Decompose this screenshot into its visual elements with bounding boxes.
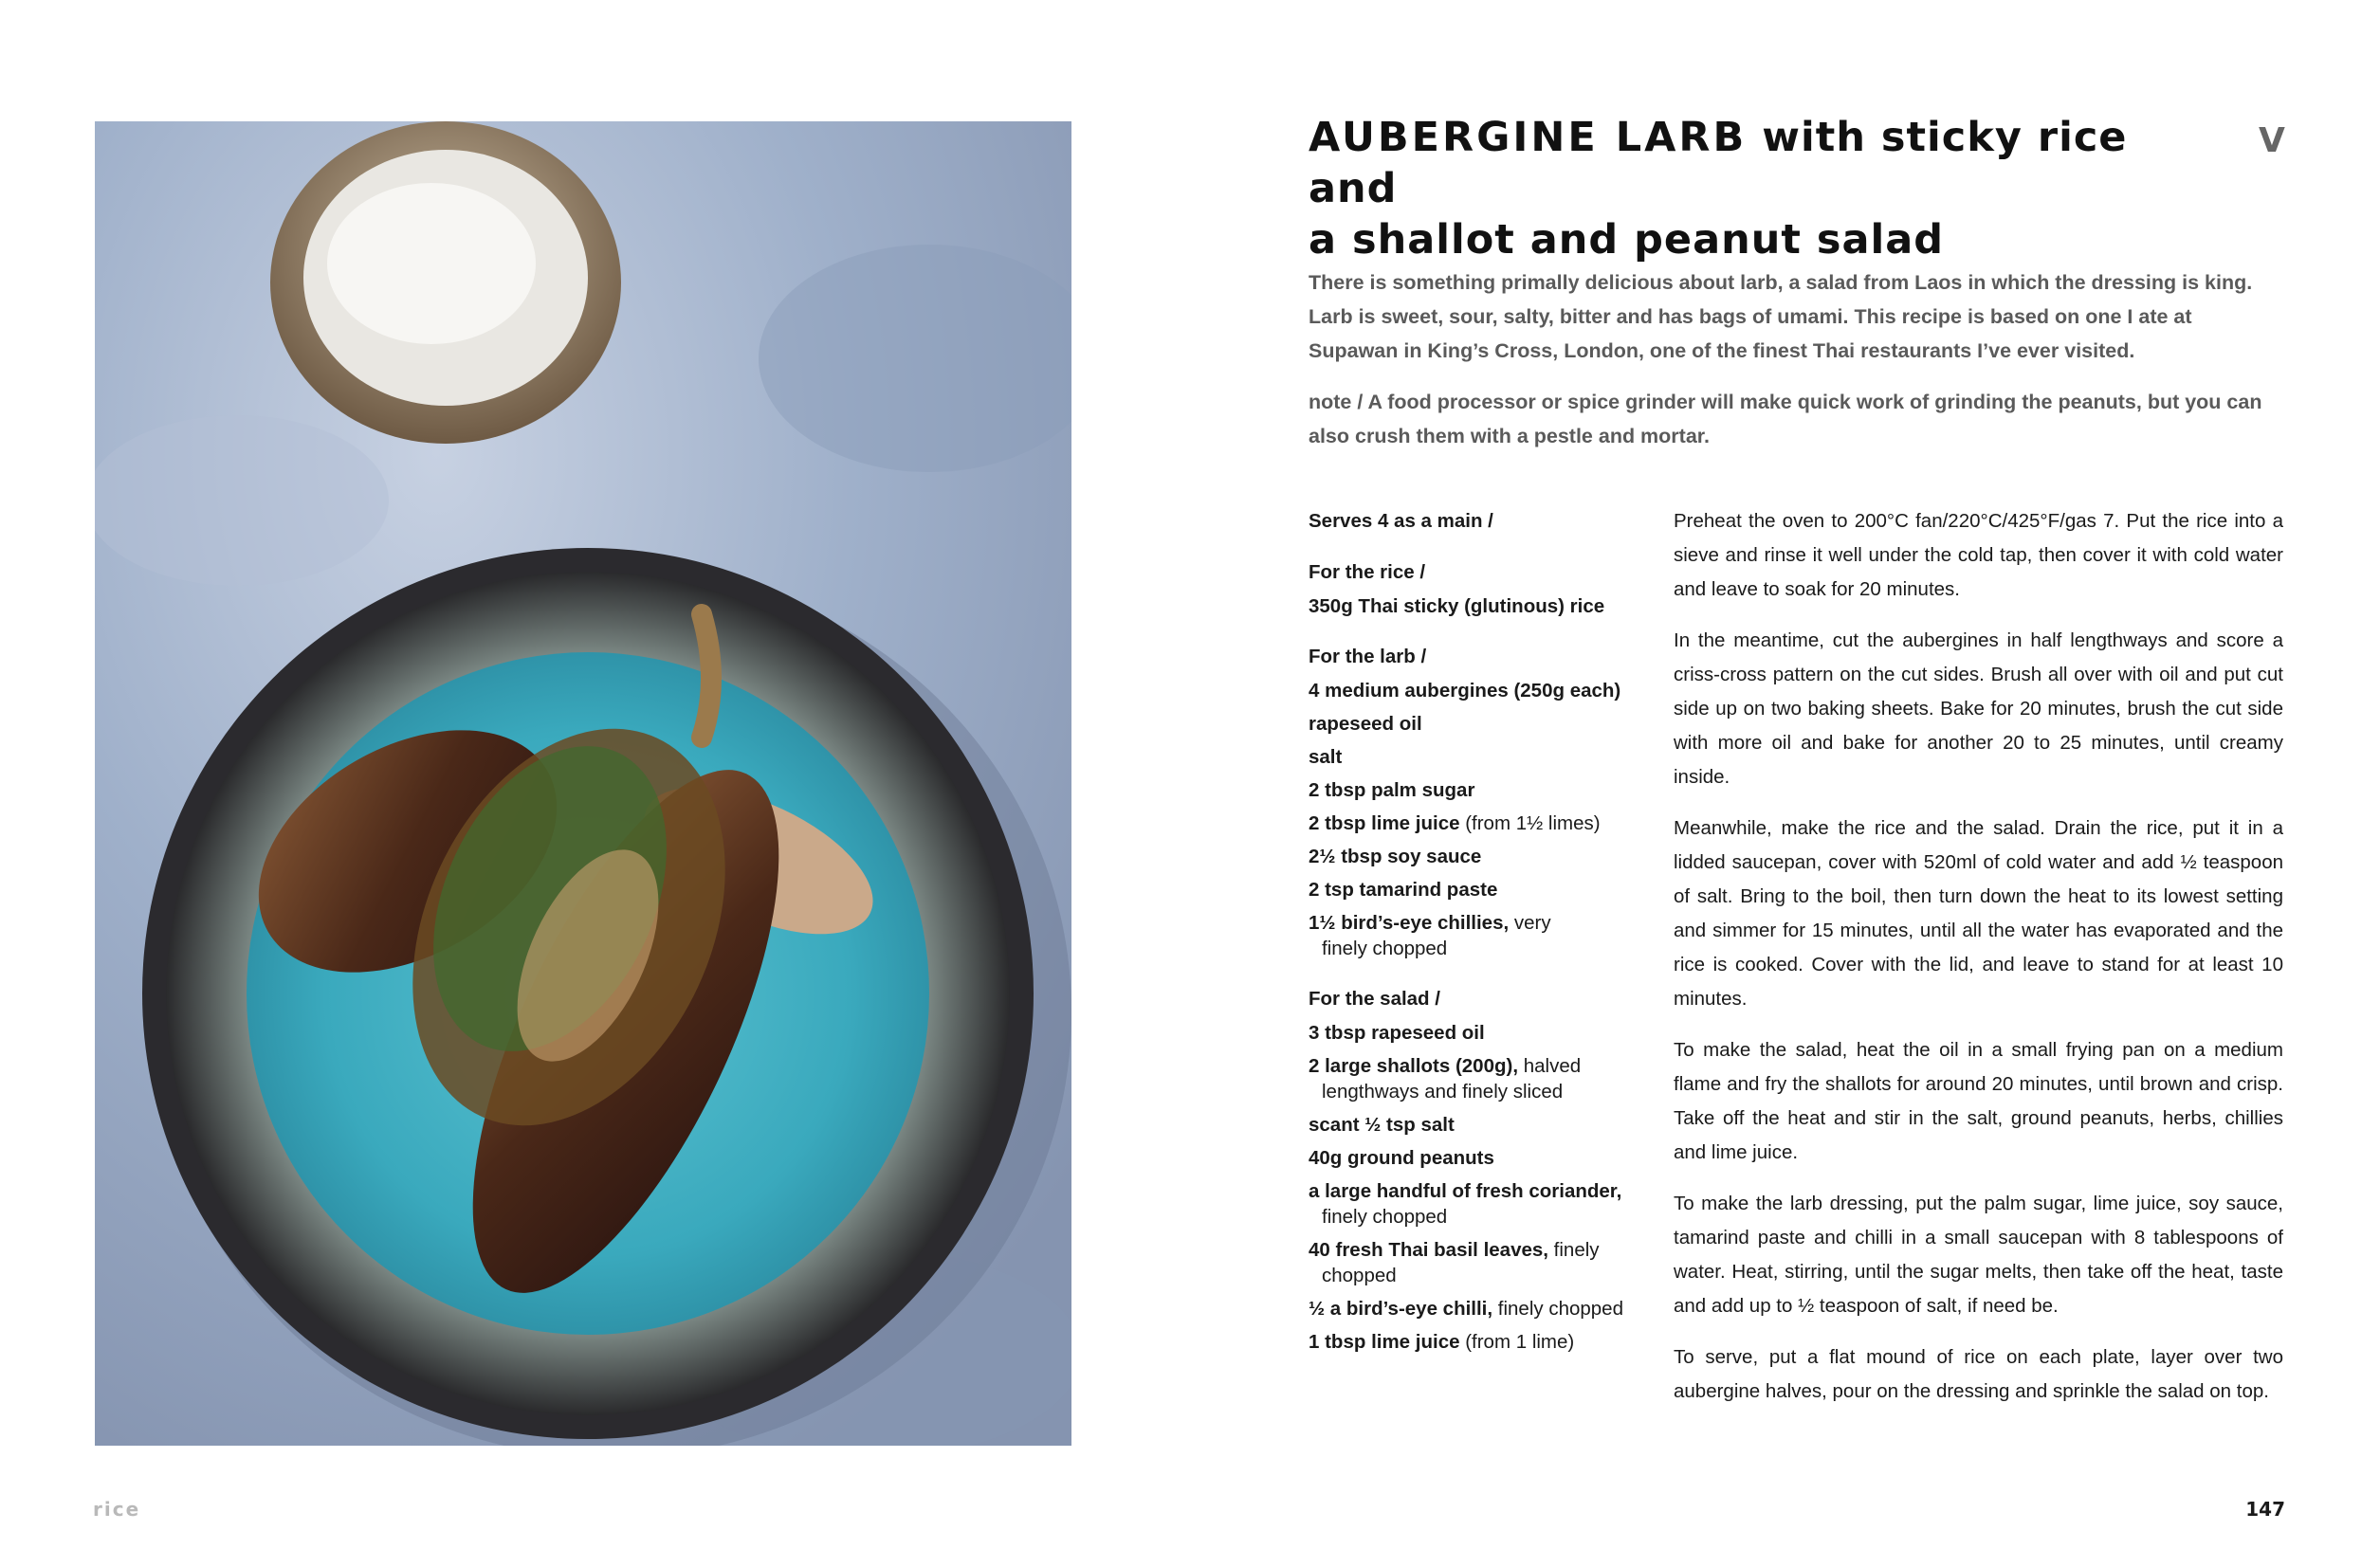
section-name: rice bbox=[93, 1498, 141, 1521]
ingredient-name: 2 tbsp palm sugar bbox=[1309, 779, 1475, 801]
ingredient-name: 40 fresh Thai basil leaves, bbox=[1309, 1239, 1548, 1261]
ingredient-detail: finely bbox=[1547, 1239, 1600, 1261]
ingredient-item bbox=[1309, 1049, 1650, 1108]
recipe-title-caps: AUBERGINE LARB bbox=[1309, 114, 1748, 161]
method-step: To make the salad, heat the oil in a small frying pan on a medium flame and fry the shallots for around 20 minutes, until brown and crisp. Take off the heat and stir in the salt, ground peanuts, herbs, chillies and lime juice. bbox=[1674, 1039, 2283, 1163]
ingredient-item bbox=[1309, 1016, 1650, 1049]
ingredient-item bbox=[1309, 774, 1650, 807]
ingredient-item bbox=[1309, 674, 1650, 707]
ingredient-item bbox=[1309, 1108, 1650, 1141]
recipe-title-line2: a shallot and peanut salad bbox=[1309, 216, 1944, 264]
ingredient-detail: very bbox=[1509, 912, 1551, 934]
vegetarian-mark: V bbox=[2259, 121, 2285, 160]
ingredient-name: ½ a bird’s-eye chilli, bbox=[1309, 1298, 1493, 1320]
ingredient-name: 2 large shallots (200g), bbox=[1309, 1055, 1519, 1077]
photo-illustration bbox=[95, 121, 1071, 1446]
method-steps bbox=[1674, 504, 2283, 1426]
ingredient-item bbox=[1309, 1141, 1650, 1175]
method-step: In the meantime, cut the aubergines in half lengthways and score a criss-cross pattern on the cut sides. Brush all over with oil and put cut side up on two baking sheets. Bake for 20 minutes, brush the cut side with more oil and bake for another 20 to 25 minutes, until creamy inside. bbox=[1674, 629, 2283, 788]
ingredient-detail-continued: lengthways and finely sliced bbox=[1322, 1081, 1564, 1103]
ingredient-item bbox=[1309, 906, 1650, 965]
ingredient-name: a large handful of fresh coriander, bbox=[1309, 1180, 1622, 1202]
recipe-title bbox=[1309, 112, 2162, 265]
method-step: Preheat the oven to 200°C fan/220°C/425°F/gas 7. Put the rice into a sieve and rinse it well under the cold tap, then cover it with cold water and leave to soak for 20 minutes. bbox=[1674, 510, 2283, 600]
ingredient-name: 3 tbsp rapeseed oil bbox=[1309, 1022, 1485, 1044]
recipe-title-line1: with sticky rice and bbox=[1309, 114, 2128, 212]
larb-group bbox=[1309, 640, 1650, 965]
method-step: Meanwhile, make the rice and the salad. Drain the rice, put it in a lidded saucepan, cover with 520ml of cold water and add ½ teaspoon of salt. Bring to the boil, then turn down the heat to its lowest setting and simmer for 15 minutes, until all the water has evaporated and the rice is cooked. Cover with the lid, and leave to stand for at least 10 minutes. bbox=[1674, 817, 2283, 1010]
ingredient-detail: (from 1 lime) bbox=[1459, 1331, 1575, 1353]
ingredient-detail: finely chopped bbox=[1492, 1298, 1623, 1320]
serves-group bbox=[1309, 504, 1650, 538]
ingredient-name: 2 tsp tamarind paste bbox=[1309, 879, 1498, 901]
ingredient-detail: halved bbox=[1518, 1055, 1582, 1077]
ingredient-name: 350g Thai sticky (glutinous) rice bbox=[1309, 595, 1605, 617]
method-step: To make the larb dressing, put the palm sugar, lime juice, soy sauce, tamarind paste and chilli in a small saucepan with 8 tablespoons of water. Heat, stirring, until the sugar melts, then take off the heat, taste and add up to ½ teaspoon of salt, if need be. bbox=[1674, 1193, 2283, 1317]
rice-heading: For the rice / bbox=[1309, 561, 1426, 583]
salad-group bbox=[1309, 982, 1650, 1358]
ingredient-item bbox=[1309, 590, 1650, 623]
ingredient-item bbox=[1309, 740, 1650, 774]
ingredient-item bbox=[1309, 1325, 1650, 1358]
ingredient-name: rapeseed oil bbox=[1309, 713, 1422, 735]
ingredient-detail-continued: chopped bbox=[1322, 1265, 1397, 1286]
salad-heading: For the salad / bbox=[1309, 988, 1440, 1010]
ingredient-item bbox=[1309, 807, 1650, 840]
ingredient-name: 40g ground peanuts bbox=[1309, 1147, 1494, 1169]
ingredient-name: 1½ bird’s-eye chillies, bbox=[1309, 912, 1510, 934]
method-step: To serve, put a flat mound of rice on each plate, layer over two aubergine halves, pour on the dressing and sprinkle the salad on top. bbox=[1674, 1346, 2283, 1402]
ingredient-item bbox=[1309, 1175, 1650, 1233]
ingredient-detail-continued: finely chopped bbox=[1322, 938, 1448, 959]
recipe-intro: There is something primally delicious about larb, a salad from Laos in which the dressing is king. Larb is sweet, sour, salty, bitter and has bags of umami. This recipe is based on one I ate at Supawan in King’s Cross, London, one of the finest Thai restaurants I’ve ever visited. bbox=[1309, 271, 2253, 362]
ingredient-item bbox=[1309, 707, 1650, 740]
ingredient-detail: (from 1½ limes) bbox=[1459, 812, 1601, 834]
ingredient-detail-continued: finely chopped bbox=[1322, 1206, 1448, 1228]
ingredient-name: 2½ tbsp soy sauce bbox=[1309, 846, 1482, 867]
ingredients-list bbox=[1309, 504, 1650, 1376]
ingredient-item bbox=[1309, 840, 1650, 873]
serves-heading: Serves 4 as a main / bbox=[1309, 510, 1493, 532]
ingredient-name: 4 medium aubergines (250g each) bbox=[1309, 680, 1621, 702]
ingredient-name: 2 tbsp lime juice bbox=[1309, 812, 1460, 834]
page-number: 147 bbox=[2245, 1498, 2285, 1521]
rice-group bbox=[1309, 556, 1650, 623]
ingredient-item bbox=[1309, 873, 1650, 906]
ingredient-name: scant ½ tsp salt bbox=[1309, 1114, 1455, 1136]
ingredient-name: 1 tbsp lime juice bbox=[1309, 1331, 1460, 1353]
aubergine-larb-photo bbox=[95, 121, 1071, 1446]
recipe-note: note / A food processor or spice grinder will make quick work of grinding the peanuts, but you can also crush them with a pestle and mortar. bbox=[1309, 391, 2262, 447]
ingredient-item bbox=[1309, 1233, 1650, 1292]
ingredient-name: salt bbox=[1309, 746, 1343, 768]
ingredient-item bbox=[1309, 1292, 1650, 1325]
larb-heading: For the larb / bbox=[1309, 646, 1427, 667]
